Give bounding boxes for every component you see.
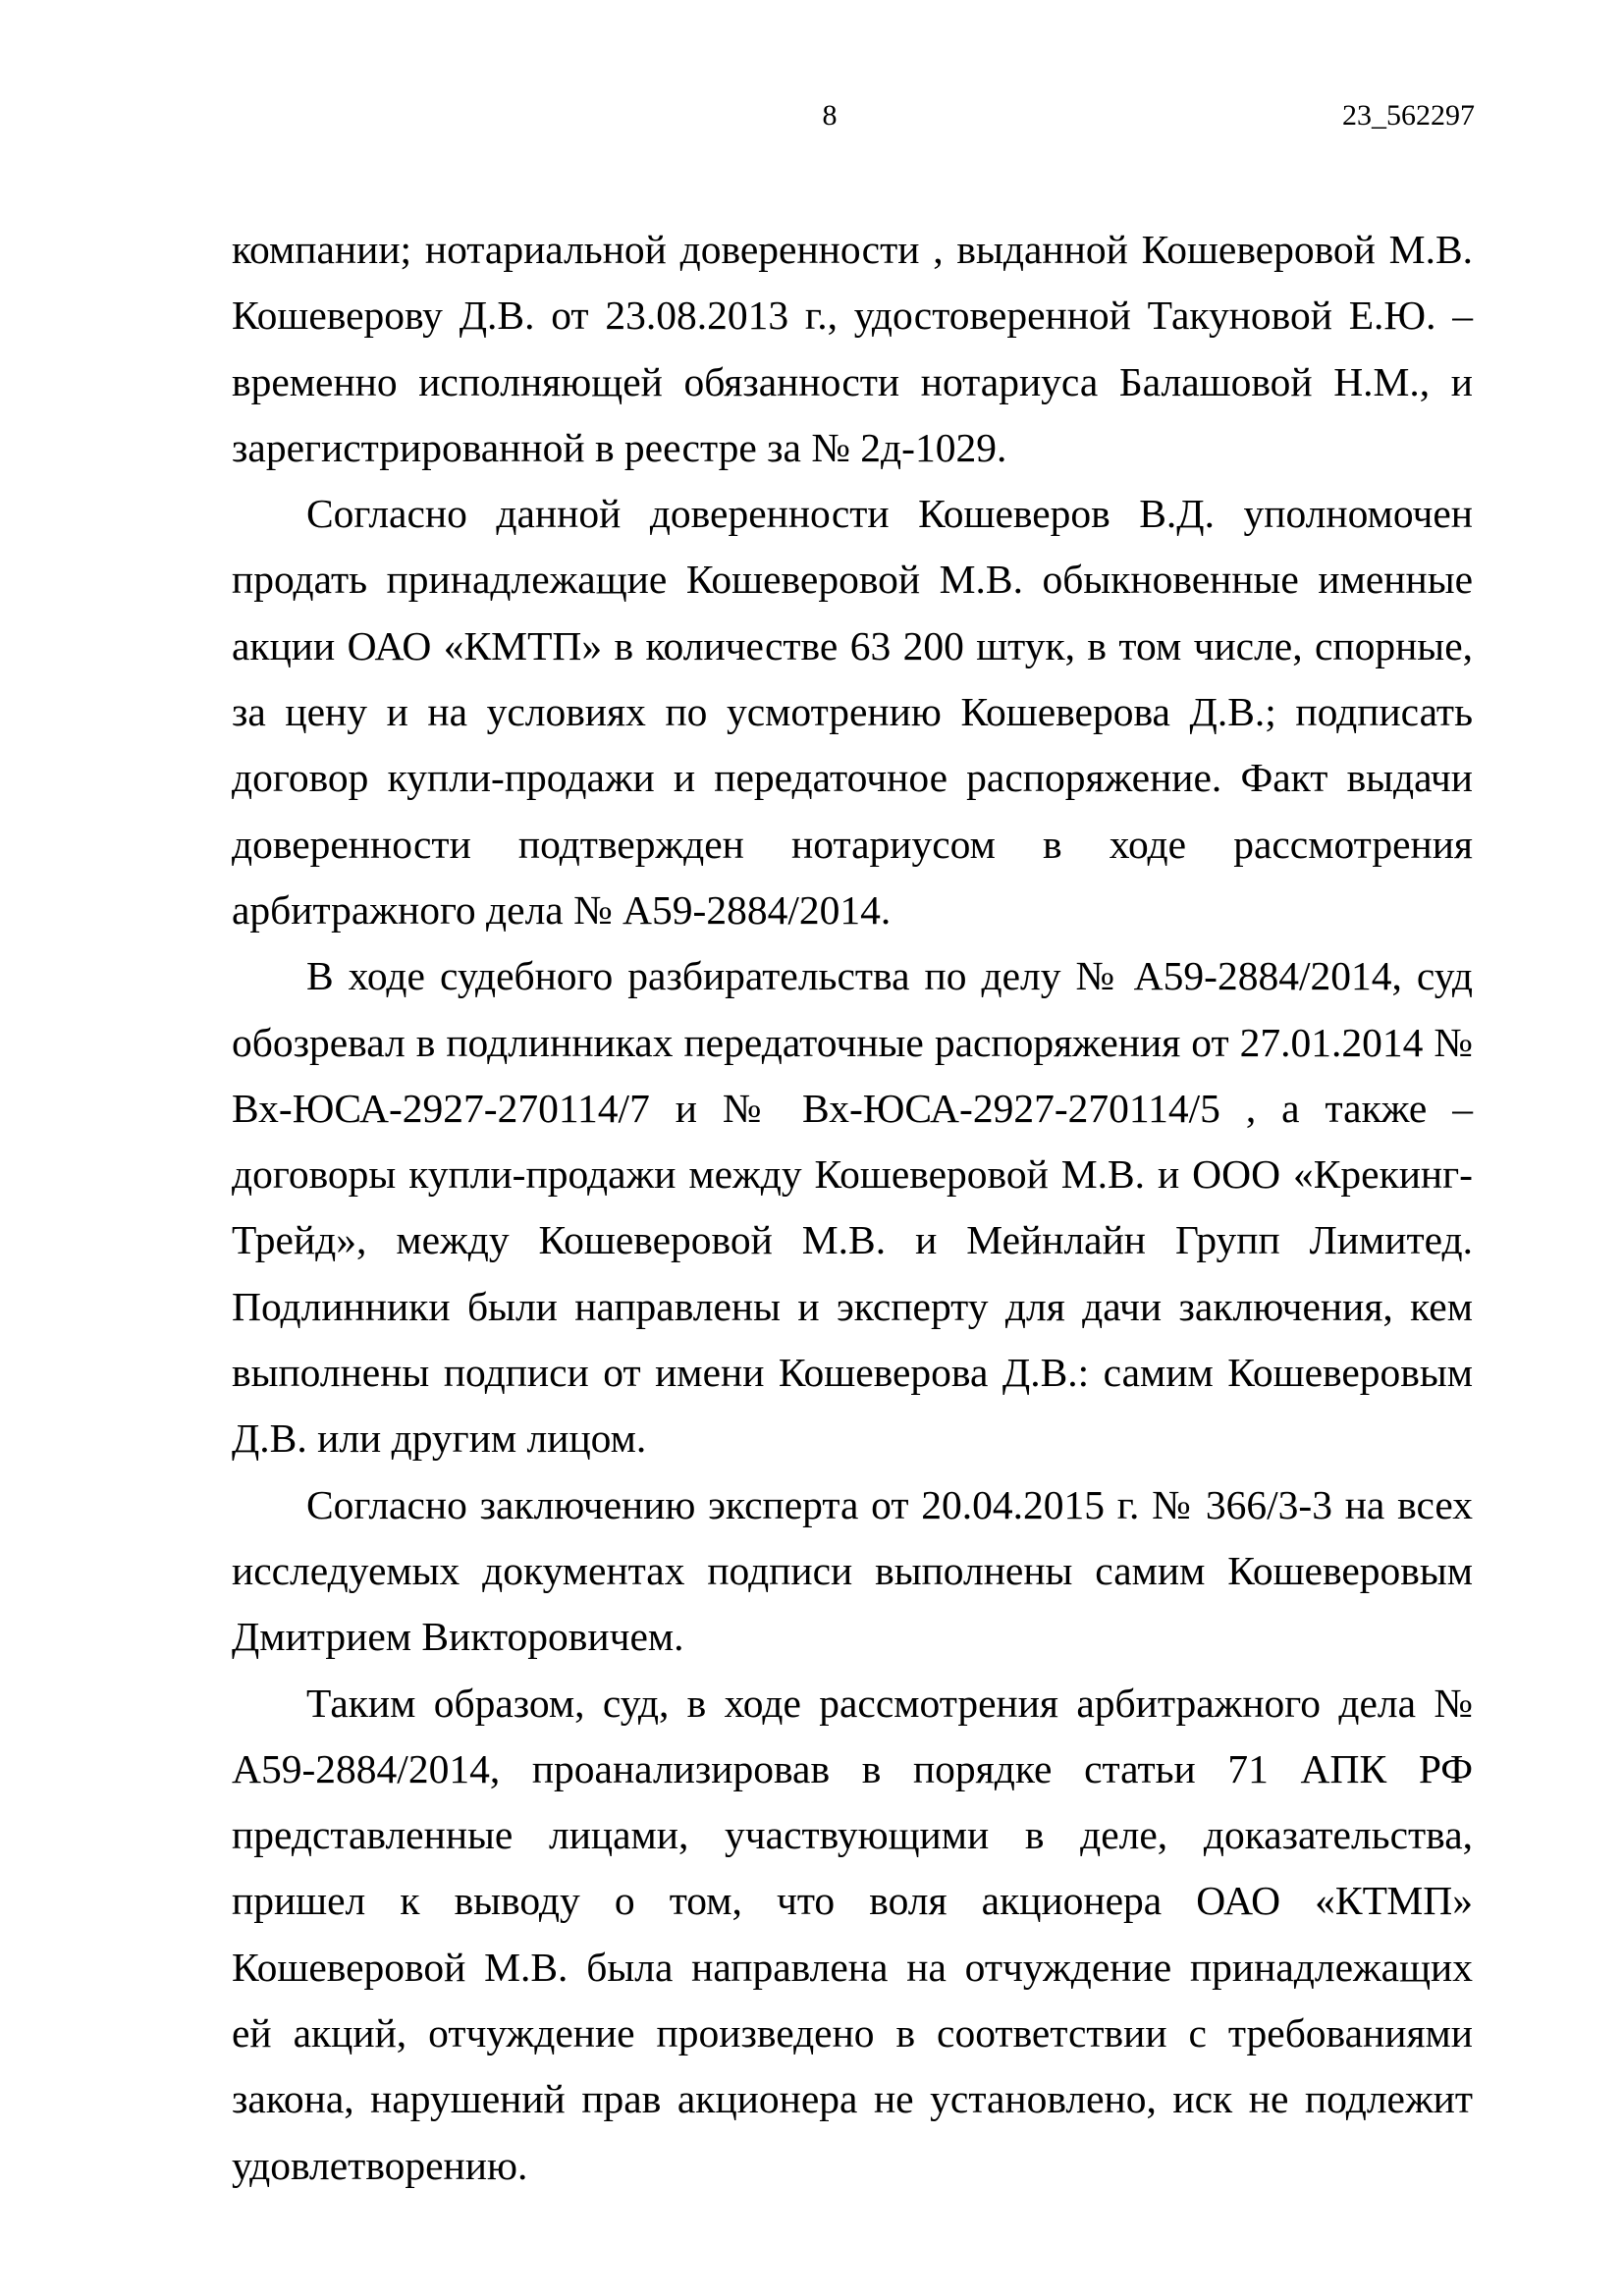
paragraph-power-of-attorney: Согласно данной доверенности Кошеверов В.Д. уполномочен продать принадлежащие Кошеверовой М.В. обыкновенные именные акции ОАО «КМТП» в количестве 63 200 штук, в том числе, спорные, за цену и на условиях по усмотрению Кошеверова Д.В.; подписать договор купли-продажи и передаточное распоряжение. Факт выдачи доверенности подтвержден нотариусом в ходе рассмотрения арбитражного дела № А59-2884/2014.: [232, 491, 1473, 933]
paragraph-court-review: В ходе судебного разбирательства по делу № А59-2884/2014, суд обозревал в подлинниках передаточные распоряжения от 27.01.2014 № Вх-ЮСА-2927-270114/7 и № Вх-ЮСА-2927-270114/5 , а также – договоры купли-продажи между Кошеверовой М.В. и ООО «Крекинг-Трейд», между Кошеверовой М.В. и Мейнлайн Групп Лимитед. Подлинники были направлены и эксперту для дачи заключения, кем выполнены подписи от имени Кошеверова Д.В.: самим Кошеверовым Д.В. или другим лицом.: [232, 953, 1473, 1462]
paragraph-continuation: компании; нотариальной доверенности , выданной Кошеверовой М.В. Кошеверову Д.В. от 23.08.2013 г., удостоверенной Такуновой Е.Ю. – временно исполняющей обязанности нотариуса Балашовой Н.М., и зарегистрированной в реестре за № 2д-1029.: [232, 227, 1473, 470]
document-id: 23_562297: [1342, 99, 1475, 132]
document-body: [232, 217, 1473, 2199]
paragraph-court-finding: Таким образом, суд, в ходе рассмотрения арбитражного дела № А59-2884/2014, проанализировав в порядке статьи 71 АПК РФ представленные лицами, участвующими в деле, доказательства, пришел к выводу о том, что воля акционера ОАО «КТМП» Кошеверовой М.В. была направлена на отчуждение принадлежащих ей акций, отчуждение произведено в соответствии с требованиями закона, нарушений прав акционера не установлено, иск не подлежит удовлетворению.: [232, 1680, 1473, 2188]
paragraph-expert-conclusion: Согласно заключению эксперта от 20.04.2015 г. № 366/3-3 на всех исследуемых документах подписи выполнены самим Кошеверовым Дмитрием Викторовичем.: [232, 1481, 1473, 1660]
page-number: 8: [822, 99, 838, 132]
